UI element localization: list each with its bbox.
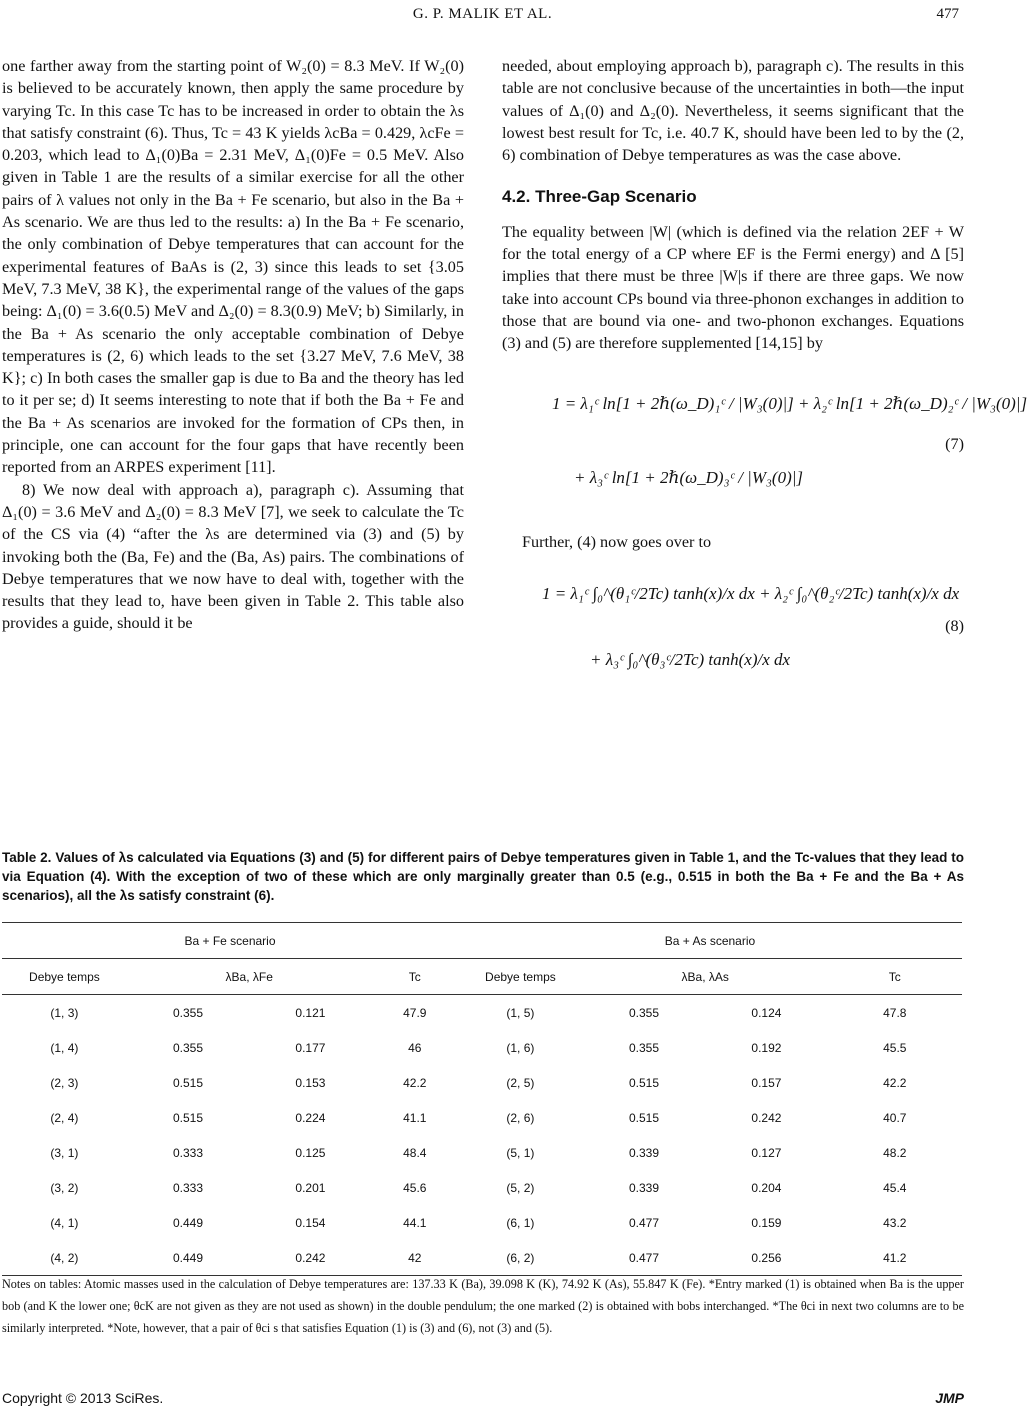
table-cell: (2, 5) [506, 1075, 535, 1090]
table-cell: (1, 4) [50, 1040, 79, 1055]
right-paragraph-2: The equality between |W| (which is defined via the relation 2EF + W for the total energy of a CP where EF is the Fermi energy) and Δ [5] implies that there must be three |W|s if there are three gaps. We now take into account CPs bound via three-phonon exchanges in addition to those that are bound via one- and two-phonon exchanges. Equations (3) and (5) are therefore supplemented [14,15] by [502, 222, 964, 353]
table-row [2, 1065, 962, 1100]
table-cell: 0.515 [628, 1075, 660, 1090]
table-cell: 0.355 [172, 1040, 204, 1055]
journal-abbrev: JMP [935, 1390, 964, 1406]
table-cell: 45.4 [883, 1180, 907, 1195]
group-header-ba-as: Ba + As scenario [458, 923, 962, 959]
table-row [2, 1030, 962, 1065]
table-cell: 45.5 [883, 1040, 907, 1055]
table-cell: 0.355 [628, 1005, 660, 1020]
page-number: 477 [936, 6, 959, 22]
table-body [2, 995, 962, 1276]
table-cell: (5, 2) [506, 1180, 535, 1195]
right-paragraph-3: Further, (4) now goes over to [522, 532, 712, 551]
left-paragraph-1: one farther away from the starting point of W₂(0) = 8.3 MeV. If W₂(0) is believed to be accurately known, then apply the same procedure by varying Tc. In this case Tc has to be increased in order to obtain the λs that satisfy constraint (6). Thus, Tc = 43 K yields λcBa = 0.429, λcFe = 0.203, which lead to Δ₁(0)Ba = 2.31 MeV, Δ₁(0)Fe = 0.5 MeV. Also given in Table 1 are the results of a similar exercise for all the other pairs of λ values not only in the Ba + Fe scenario, but also in the Ba + As scenario. We are thus led to the results: a) In the Ba + Fe scenario, the only combination of Debye temperatures that can account for the experimental features of BaAs is (2, 3) since this leads to set {3.05 MeV, 7.3 MeV, 38 K}, the experimental range of the values of the gaps being: Δ₁(0) = 3.6(0.5) MeV and Δ₂(0) = 8.3(0.9) MeV; b) Similarly, in the Ba + As scenario the only acceptable combination of Debye temperatures is (2, 6) which leads to the set {3.27 MeV, 7.6 MeV, 38 K}; c) In both cases the smaller gap is due to Ba and the theory has led to it per se; d) It seems interesting to note that if both the Ba + Fe and the Ba + As scenarios are invoked for the formation of CPs then, in principle, one can account for the four gaps that have recently been reported from an ARPES experiment [11]. [2, 57, 464, 477]
table-cell: 0.242 [249, 1240, 371, 1276]
group-header-ba-fe: Ba + Fe scenario [2, 923, 458, 959]
column-header: Tc [828, 959, 962, 995]
table-cell: 0.449 [127, 1240, 249, 1276]
table-cell: (1, 6) [506, 1040, 535, 1055]
table-cell: (2, 4) [50, 1110, 79, 1125]
table-cell: 0.153 [295, 1075, 326, 1090]
table-caption: Table 2. Values of λs calculated via Equations (3) and (5) for different pairs of Debye temperatures given in Table 1, and the Tc-values that they lead to via Equation (4). With the exception of two of these which are only marginally greater than 0.5 (e.g., 0.515 in both the Ba + Fe and the Ba + As scenarios), all the λs satisfy constraint (6). [2, 850, 964, 903]
table-cell: 0.177 [295, 1040, 326, 1055]
table-cell: 0.515 [628, 1110, 660, 1125]
table-cell: 0.204 [751, 1180, 782, 1195]
section-heading: 4.2. Three-Gap Scenario [502, 187, 697, 207]
data-table [2, 922, 962, 1276]
table-header-row [2, 959, 962, 995]
table-cell: 0.124 [751, 1005, 782, 1020]
table-row [2, 1205, 962, 1240]
table-cell: 45.6 [403, 1180, 427, 1195]
column-header: λBa, λAs [583, 959, 828, 995]
column-header: λBa, λFe [127, 959, 372, 995]
table-cell: (6, 2) [458, 1240, 583, 1276]
table-cell: 42.2 [403, 1075, 427, 1090]
table-cell: (1, 5) [506, 1005, 535, 1020]
table-cell: (3, 2) [50, 1180, 79, 1195]
table-cell: (2, 3) [50, 1075, 79, 1090]
equation-7-line-2: + λ₃ᶜ ln[1 + 2ℏ(ω_D)₃ᶜ / |W₃(0)|] [574, 467, 804, 487]
column-header: Debye temps [2, 959, 127, 995]
table-cell: 0.339 [628, 1180, 660, 1195]
table-cell: 0.477 [628, 1215, 660, 1230]
table-cell: (4, 2) [2, 1240, 127, 1276]
table-group-header-row [2, 923, 962, 959]
table-cell: 0.333 [172, 1180, 204, 1195]
table-cell: (4, 1) [50, 1215, 79, 1230]
equation-7 [502, 375, 1027, 525]
table-cell: 46 [408, 1040, 422, 1055]
table-cell: (2, 6) [506, 1110, 535, 1125]
table-cell: 0.339 [628, 1145, 660, 1160]
table-cell: (1, 3) [50, 1005, 79, 1020]
left-column [2, 55, 464, 635]
table-cell: 0.449 [172, 1215, 204, 1230]
table-notes: Notes on tables: Atomic masses used in the calculation of Debye temperatures are: 137.33 K (Ba), 39.098 K (K), 74.92 K (As), 55.847 K (Fe). *Entry marked (1) is obtained when Ba is the upper bob (and K the lower one; θcK are not given as they are not used as shown) in the double pendulum; the one marked (2) is obtained with bobs interchanged. *The θci in next two columns are to be similarly interpreted. *Note, however, that a pair of θci s that satisfies Equation (1) is (3) and (6), not (3) and (5). [2, 1277, 964, 1335]
table-cell: 0.157 [751, 1075, 782, 1090]
column-header: Tc [372, 959, 458, 995]
table-cell: (3, 1) [50, 1145, 79, 1160]
table-cell: 0.201 [295, 1180, 326, 1195]
column-header: Debye temps [458, 959, 583, 995]
table-cell: 0.121 [295, 1005, 326, 1020]
equation-7-line-1: 1 = λ₁ᶜ ln[1 + 2ℏ(ω_D)₁ᶜ / |W₃(0)|] + λ₂ᶜ ln[1 + 2ℏ(ω_D)₂ᶜ / |W₃(0)|] [552, 393, 1027, 413]
table-cell: 40.7 [883, 1110, 907, 1125]
table-cell: 0.192 [751, 1040, 782, 1055]
table-cell: 47.9 [403, 1005, 427, 1020]
table-cell: 0.355 [628, 1040, 660, 1055]
table-cell: 0.256 [705, 1240, 827, 1276]
table-cell: 0.515 [172, 1075, 204, 1090]
table-cell: (5, 1) [506, 1145, 535, 1160]
table-cell: 48.2 [883, 1145, 907, 1160]
equation-8 [502, 565, 964, 705]
left-paragraph-2: 8) We now deal with approach a), paragraph c). Assuming that Δ₁(0) = 3.6 MeV and Δ₂(0) = 8.3 MeV [7], we seek to calculate the Tc of the CS via (4) “after the λs are determined via (3) and (5) by invoking both the (Ba, Fe) and the (Ba, As) pairs. The combinations of Debye temperatures that we now have to deal with, together with the results that they lead to, have been given in Table 2. This table also provides a guide, should it be [2, 480, 464, 633]
right-column [502, 55, 1027, 705]
table-cell: 42.2 [883, 1075, 907, 1090]
page-footer [2, 1390, 964, 1406]
table-row [2, 1135, 962, 1170]
table-row [2, 995, 962, 1031]
equation-7-number: (7) [945, 434, 964, 453]
table-cell: 0.515 [172, 1110, 204, 1125]
table-cell: 43.2 [883, 1215, 907, 1230]
table-cell: 47.8 [883, 1005, 907, 1020]
right-paragraph-1: needed, about employing approach b), paragraph c). The results in this table are not conclusive because of the uncertainties in both—the input values of Δ₁(0) and Δ₂(0). Nevertheless, it seems significant that the lowest best result for Tc, i.e. 40.7 K, should have been led to by the (2, 6) combination of Debye temperatures as was the case above. [502, 57, 964, 165]
table-row [2, 1240, 962, 1276]
table-row [2, 1170, 962, 1205]
table-cell: 0.159 [751, 1215, 782, 1230]
table-cell: 0.355 [172, 1005, 204, 1020]
table-cell: (6, 1) [506, 1215, 535, 1230]
running-title: G. P. MALIK ET AL. [412, 6, 553, 22]
table-cell: 0.127 [751, 1145, 782, 1160]
table-cell: 44.1 [403, 1215, 427, 1230]
equation-8-line-2: + λ₃ᶜ ∫₀^(θ₃ᶜ/2Tc) tanh(x)/x dx [590, 649, 791, 669]
table-cell: 42 [372, 1240, 458, 1276]
table-cell: 0.242 [751, 1110, 782, 1125]
table-cell: 41.1 [403, 1110, 427, 1125]
table-cell: 0.477 [583, 1240, 705, 1276]
equation-8-line-1: 1 = λ₁ᶜ ∫₀^(θ₁ᶜ/2Tc) tanh(x)/x dx + λ₂ᶜ ∫₀^(θ₂ᶜ/2Tc) tanh(x)/x dx [542, 583, 960, 603]
table-cell: 48.4 [403, 1145, 427, 1160]
table-cell: 0.224 [295, 1110, 326, 1125]
copyright-text: Copyright © 2013 SciRes. [2, 1390, 164, 1406]
table-cell: 41.2 [828, 1240, 962, 1276]
running-header [0, 4, 965, 28]
equation-8-number: (8) [945, 616, 964, 635]
table-cell: 0.125 [295, 1145, 326, 1160]
table-row [2, 1100, 962, 1135]
table-cell: 0.333 [172, 1145, 204, 1160]
table-cell: 0.154 [295, 1215, 326, 1230]
